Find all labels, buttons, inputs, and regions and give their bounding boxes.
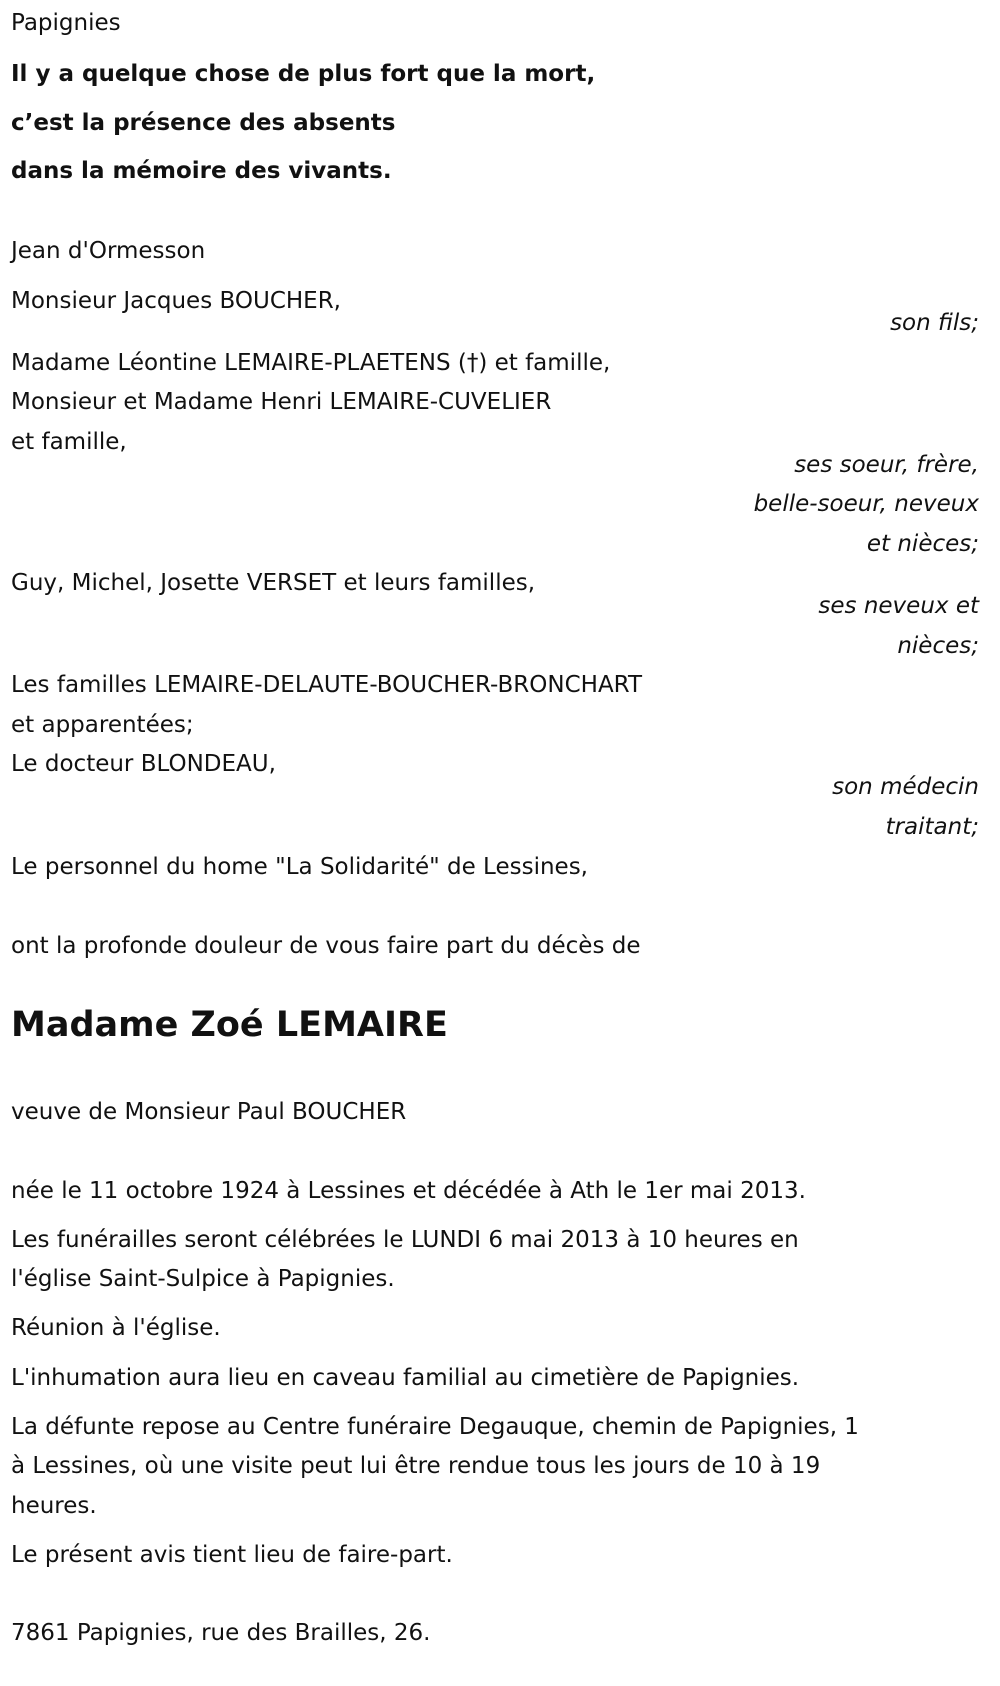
family-relation: belle-soeur, neveux — [753, 491, 979, 517]
family-line: Madame Léontine LEMAIRE-PLAETENS (†) et famille, — [11, 350, 611, 376]
family-relation: ses soeur, frère, — [794, 452, 979, 478]
family-line: Le personnel du home "La Solidarité" de Lessines, — [11, 854, 588, 880]
family-line: Guy, Michel, Josette VERSET et leurs familles, — [11, 570, 536, 596]
widow-of: veuve de Monsieur Paul BOUCHER — [11, 1099, 407, 1125]
family-line: Les familles LEMAIRE-DELAUTE-BOUCHER-BRONCHART — [11, 672, 643, 698]
family-relation: ses neveux et — [818, 593, 979, 619]
quote-line: c’est la présence des absents — [11, 110, 396, 136]
detail-line: La défunte repose au Centre funéraire Degauque, chemin de Papignies, 1 — [11, 1414, 859, 1440]
quote-line: dans la mémoire des vivants. — [11, 158, 392, 184]
detail-line: l'église Saint-Sulpice à Papignies. — [11, 1266, 395, 1292]
announcement: ont la profonde douleur de vous faire part du décès de — [11, 933, 641, 959]
family-relation: nièces; — [897, 633, 979, 659]
family-relation: son fils; — [890, 310, 979, 336]
detail-line: Les funérailles seront célébrées le LUNDI 6 mai 2013 à 10 heures en — [11, 1227, 799, 1253]
family-relation: et nièces; — [866, 531, 979, 557]
place: Papignies — [11, 10, 121, 36]
detail-line: heures. — [11, 1493, 97, 1519]
detail-line: à Lessines, où une visite peut lui être rendue tous les jours de 10 à 19 — [11, 1453, 821, 1479]
family-relation: son médecin — [832, 774, 979, 800]
quote-author: Jean d'Ormesson — [11, 238, 206, 264]
address: 7861 Papignies, rue des Brailles, 26. — [11, 1620, 431, 1646]
detail-line: née le 11 octobre 1924 à Lessines et décédée à Ath le 1er mai 2013. — [11, 1178, 806, 1204]
quote-line: Il y a quelque chose de plus fort que la mort, — [11, 61, 596, 87]
family-relation: traitant; — [885, 814, 979, 840]
family-line: Monsieur et Madame Henri LEMAIRE-CUVELIER — [11, 389, 552, 415]
detail-line: L'inhumation aura lieu en caveau familial au cimetière de Papignies. — [11, 1365, 800, 1391]
detail-line: Le présent avis tient lieu de faire-part. — [11, 1542, 453, 1568]
detail-line: Réunion à l'église. — [11, 1315, 221, 1341]
family-line: Le docteur BLONDEAU, — [11, 751, 276, 777]
family-line: et famille, — [11, 429, 127, 455]
family-line: Monsieur Jacques BOUCHER, — [11, 288, 341, 314]
deceased-name: Madame Zoé LEMAIRE — [11, 1005, 448, 1045]
family-line: et apparentées; — [11, 712, 194, 738]
